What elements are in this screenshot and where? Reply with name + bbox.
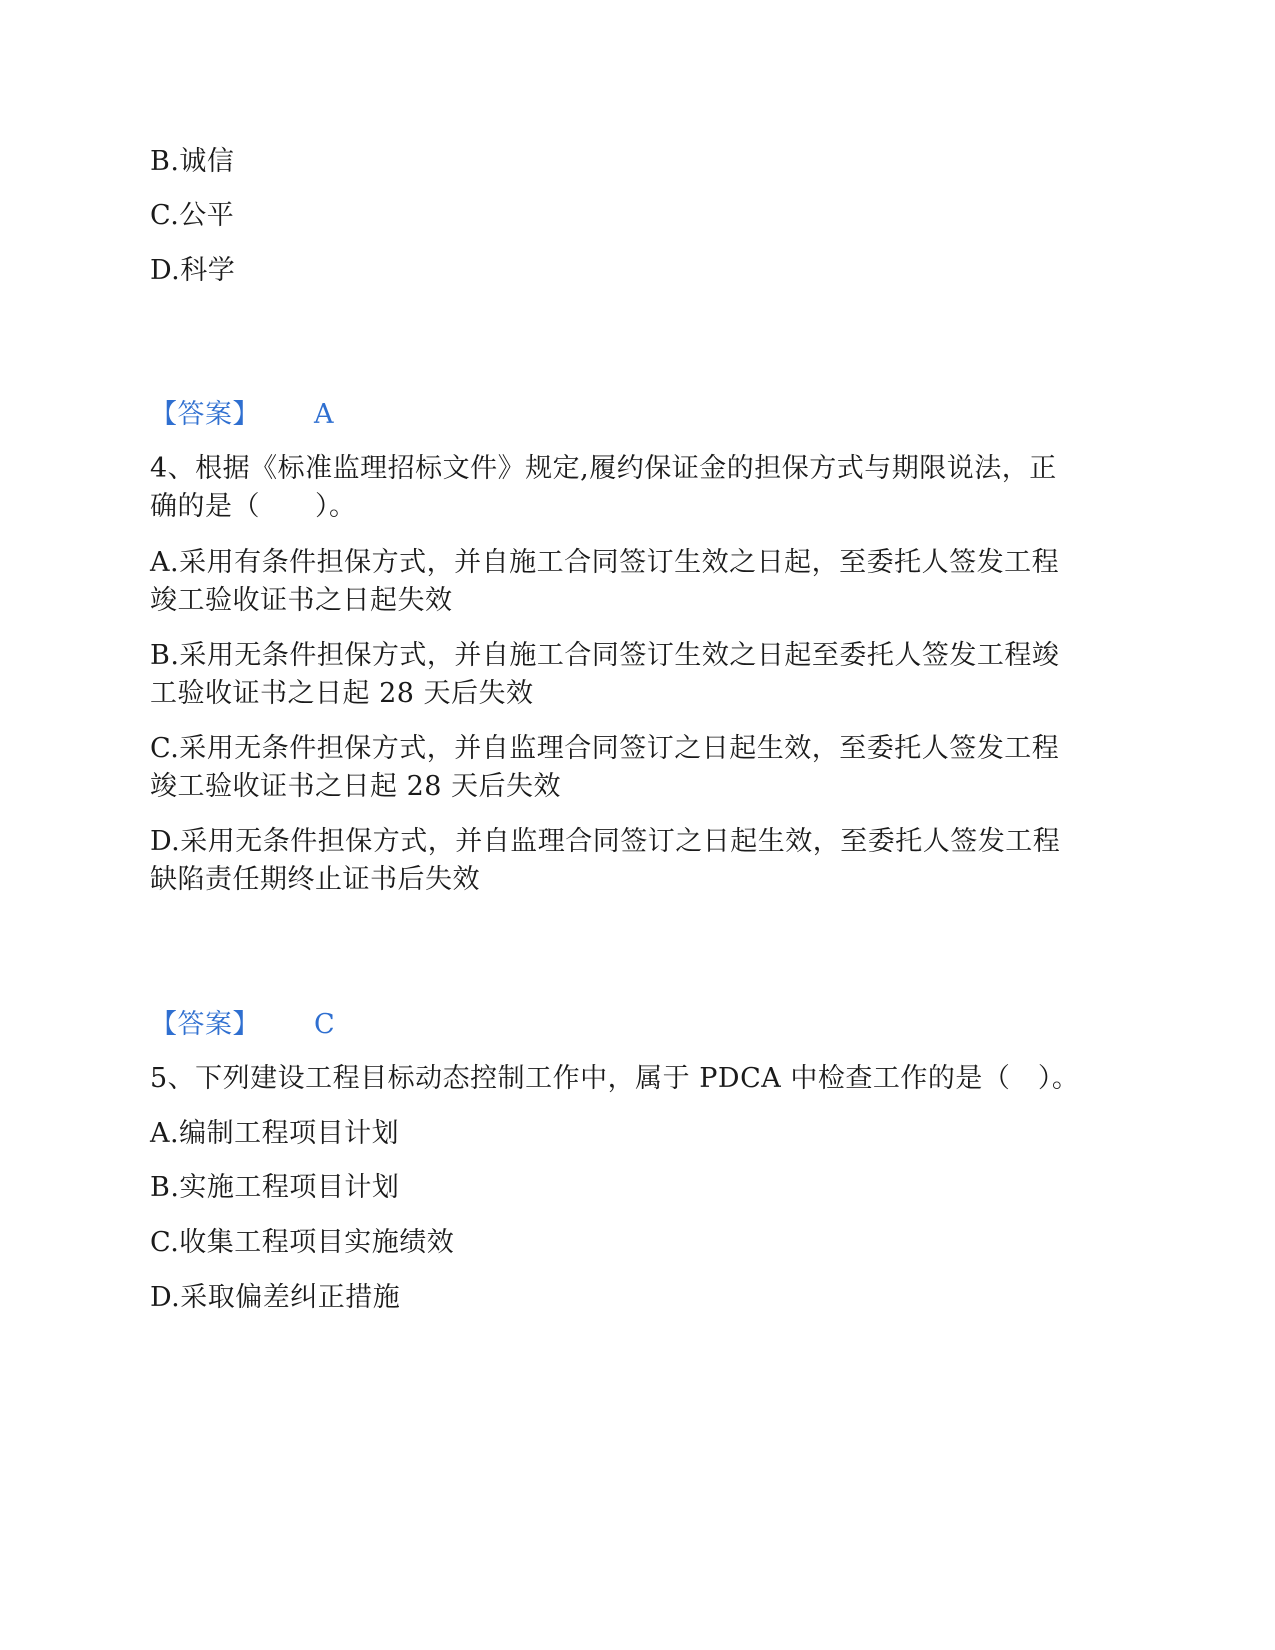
answer-label: 【答案】 <box>150 1009 260 1040</box>
q3-option-d: D.科学 <box>150 255 236 286</box>
answer-value: C <box>314 1009 336 1040</box>
q4-stem-line1: 4、根据《标准监理招标文件》规定,履约保证金的担保方式与期限说法，正 <box>150 453 1057 484</box>
q4-answer <box>150 1005 1120 1045</box>
q3-option-c: C.公平 <box>150 200 235 231</box>
q4-option-b-line1: B.采用无条件担保方式，并自施工合同签订生效之日起至委托人签发工程竣 <box>150 640 1060 671</box>
q4-stem-line2: 确的是（ ）。 <box>150 491 357 522</box>
q4-option-c-line1: C.采用无条件担保方式，并自监理合同签订之日起生效，至委托人签发工程 <box>150 733 1060 764</box>
q5-option-b: B.实施工程项目计划 <box>150 1172 400 1203</box>
q5-option-d: D.采取偏差纠正措施 <box>150 1282 401 1313</box>
q4-option-d-line2: 缺陷责任期终止证书后失效 <box>150 864 480 895</box>
q3-answer <box>150 395 1120 435</box>
q4-option-d-line1: D.采用无条件担保方式，并自监理合同签订之日起生效，至委托人签发工程 <box>150 826 1061 857</box>
answer-value: A <box>314 399 334 430</box>
q4-option-b-line2: 工验收证书之日起 28 天后失效 <box>150 678 534 709</box>
q3-option-b: B.诚信 <box>150 146 235 177</box>
answer-label: 【答案】 <box>150 399 260 430</box>
q5-stem: 5、下列建设工程目标动态控制工作中，属于 PDCA 中检查工作的是（ ）。 <box>150 1063 1080 1094</box>
q4-option-a-line2: 竣工验收证书之日起失效 <box>150 585 453 616</box>
q4-option-a-line1: A.采用有条件担保方式，并自施工合同签订生效之日起，至委托人签发工程 <box>150 547 1060 578</box>
q4-option-c-line2: 竣工验收证书之日起 28 天后失效 <box>150 771 562 802</box>
q5-option-c: C.收集工程项目实施绩效 <box>150 1227 455 1258</box>
q5-option-a: A.编制工程项目计划 <box>150 1118 400 1149</box>
